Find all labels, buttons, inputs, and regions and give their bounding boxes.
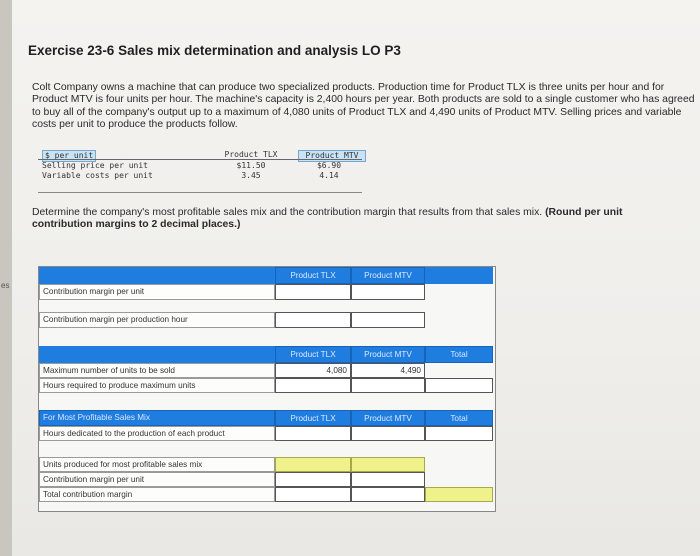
hours-required-label: Hours required to produce maximum units [39,378,275,393]
units-produced-tlx-input[interactable] [275,457,351,472]
given-header-label: $ per unit [42,150,96,162]
given-col-tlx: Product TLX [224,150,278,159]
given-header-divider [38,159,362,160]
total-cm-tlx-input[interactable] [275,487,351,502]
question-main: Determine the company's most profitable sales mix and the contribution margin that results from that sales mix. [32,207,543,218]
s2-col-mtv-header: Product MTV [351,346,425,363]
cm-per-unit-tlx-input[interactable] [275,284,351,300]
cm-per-unit-label: Contribution margin per unit [39,284,275,300]
side-fragment-text: es [1,281,10,290]
units-produced-label: Units produced for most profitable sales mix [39,457,275,472]
units-produced-mtv-input[interactable] [351,457,425,472]
s2-col-total-header: Total [425,346,493,363]
cm-per-unit-2-tlx-input[interactable] [275,472,351,487]
hours-dedicated-label: Hours dedicated to the production of each product [39,426,275,441]
given-row-mtv: 4.14 [319,171,339,180]
max-units-label: Maximum number of units to be sold [39,363,275,378]
s3-col-total-header: Total [425,410,493,426]
exercise-title: Exercise 23-6 Sales mix determination and analysis LO P3 [28,43,401,58]
total-cm-mtv-input[interactable] [351,487,425,502]
cm-per-hour-mtv-input[interactable] [351,312,425,328]
answer-grid [38,266,496,512]
question-text [32,207,672,232]
given-col-mtv: Product MTV [298,150,366,162]
total-cm-label: Total contribution margin [39,487,275,502]
hours-required-tlx-input[interactable] [275,378,351,393]
question-rounding-note: (Round per unit contribution margins to 2 decimal places.) [32,207,623,231]
left-panel-edge [0,0,12,556]
given-data-table [38,150,362,192]
cm-per-hour-tlx-input[interactable] [275,312,351,328]
s3-col-tlx-header: Product TLX [275,410,351,426]
max-units-mtv-value: 4,490 [351,363,425,378]
most-profitable-mix-header: For Most Profitable Sales Mix [39,410,275,426]
given-row-label: Variable costs per unit [42,171,153,180]
cm-per-unit-mtv-input[interactable] [351,284,425,300]
max-units-tlx-value: 4,080 [275,363,351,378]
hours-dedicated-mtv-input[interactable] [351,426,425,441]
hours-dedicated-tlx-input[interactable] [275,426,351,441]
given-row-tlx: $11.50 [236,161,266,170]
given-row-mtv: $6.90 [316,161,342,170]
hours-required-mtv-input[interactable] [351,378,425,393]
s2-col-tlx-header: Product TLX [275,346,351,363]
s1-col-mtv-header: Product MTV [351,267,425,284]
s1-col-tlx-header: Product TLX [275,267,351,284]
hours-dedicated-total-input[interactable] [425,426,493,441]
cm-per-unit-2-label: Contribution margin per unit [39,472,275,487]
cm-per-hour-label: Contribution margin per production hour [39,312,275,328]
exercise-intro: Colt Company owns a machine that can produce two specialized products. Production time for Product TLX is three units per hour and for Product MTV is four units per hour. The machine's capacity is 2,400 hours per year. Both products are sold to a single customer who has agreed to buy all of the company's output up to a maximum of 4,080 units of Product TLX and 4,490 units of Product MTV. Selling prices and variable costs per unit to produce the products follow. [32,82,695,131]
given-row-tlx: 3.45 [241,171,261,180]
s3-col-mtv-header: Product MTV [351,410,425,426]
given-table-bottom-rule [38,192,362,193]
total-cm-total-input[interactable] [425,487,493,502]
hours-required-total-input[interactable] [425,378,493,393]
given-row-label: Selling price per unit [42,161,148,170]
cm-per-unit-2-mtv-input[interactable] [351,472,425,487]
